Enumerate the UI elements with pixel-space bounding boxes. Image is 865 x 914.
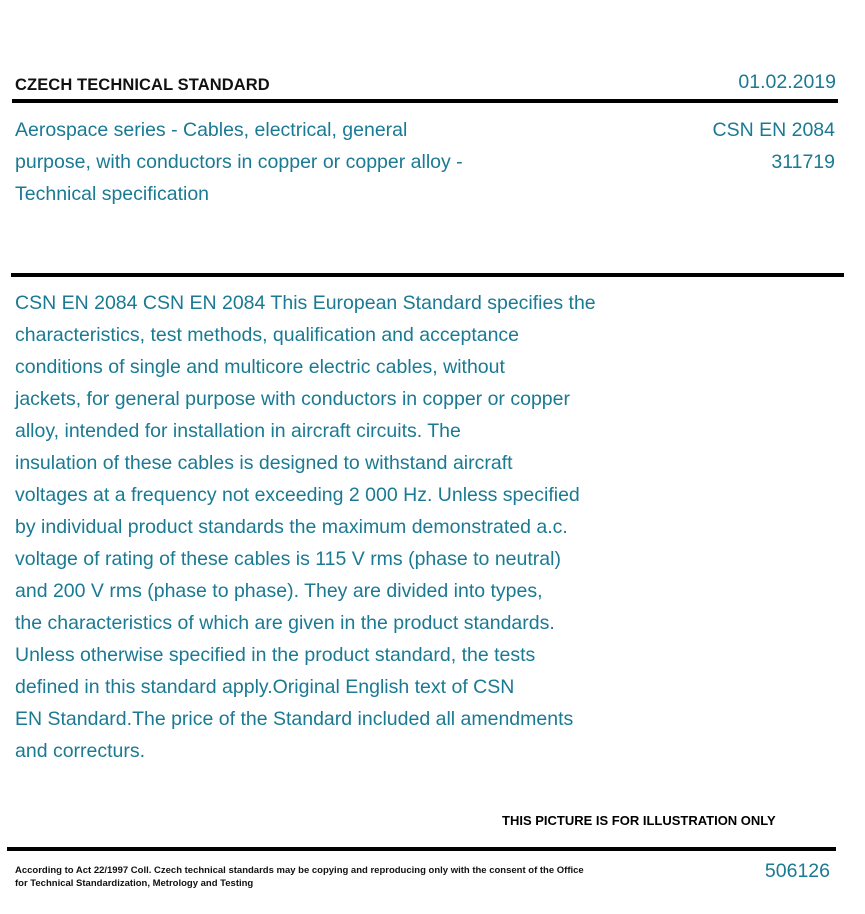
standard-annotation: CSN EN 2084 CSN EN 2084 This European Standard specifies the characteristics, test methods, qualification and acceptance conditions of single and multicore electric cables, without jackets, for general purpose with conductors in copper or copper alloy, intended for installation in aircraft circuits. The insulation of these cables is designed to withstand aircraft voltages at a frequency not exceeding 2 000 Hz. Unless specified by individual product standards the maximum demonstrated a.c. voltage of rating of these cables is 115 V rms (phase to neutral) and 200 V rms (phase to phase). They are divided into types, the characteristics of which are given in the product standards. Unless otherwise specified in the product standard, the tests defined in this standard apply.Original English text of CSN EN Standard.The price of the Standard included all amendments and correcturs. [15,292,596,762]
section-divider [11,273,844,277]
legal-notice-line-2: for Technical Standardization, Metrology and Testing [15,878,254,889]
publication-date: 01.02.2019 [738,71,836,93]
classification-code: 311719 [771,151,835,173]
illustration-disclaimer: THIS PICTURE IS FOR ILLUSTRATION ONLY [502,813,776,828]
standard-title: Aerospace series - Cables, electrical, general purpose, with conductors in copper or copper alloy - Technical specification [15,119,463,205]
catalog-code: 506126 [764,860,830,882]
document-type-heading: CZECH TECHNICAL STANDARD [15,76,270,94]
legal-notice [15,864,595,890]
legal-notice-line-1: According to Act 22/1997 Coll. Czech technical standards may be copying and reproducing only with the consent of the Office [15,865,584,876]
standard-number: CSN EN 2084 [712,119,835,141]
header-divider [12,99,838,103]
footer-divider [7,847,836,851]
